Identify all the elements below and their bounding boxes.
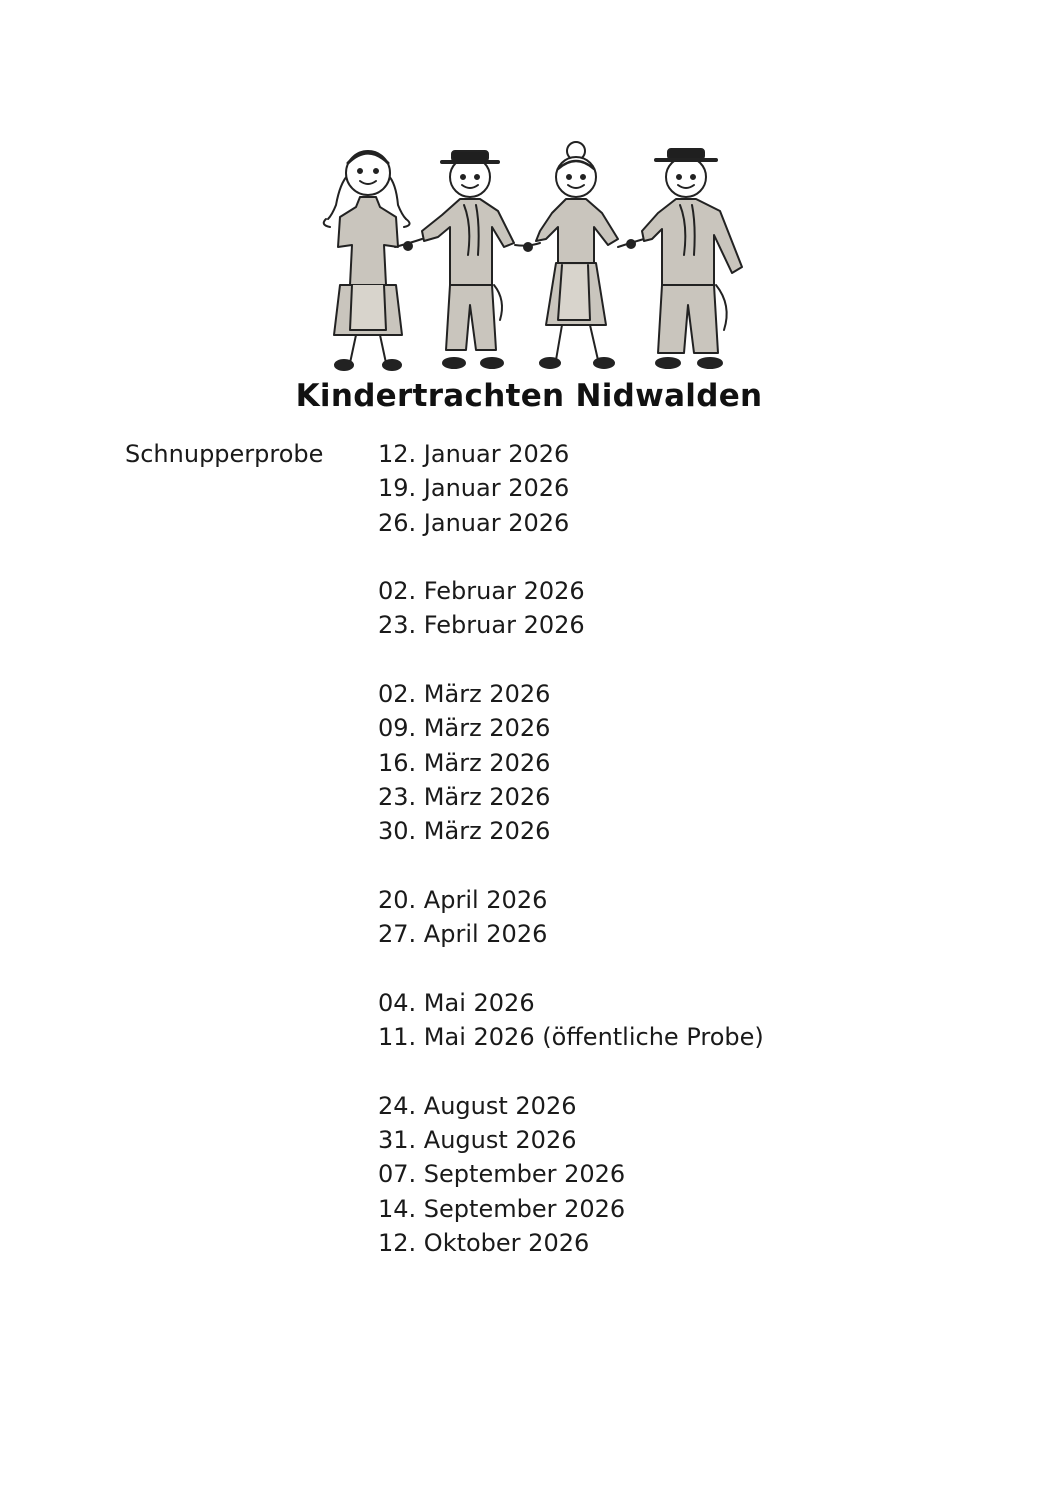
date-item: 20. April 2026 <box>378 885 548 914</box>
date-item: 26. Januar 2026 <box>378 508 570 537</box>
schedule-label: Schnupperprobe <box>125 440 324 468</box>
date-item: 23. Februar 2026 <box>378 611 585 640</box>
children-in-costume-illustration <box>300 135 760 380</box>
date-item: 12. Januar 2026 <box>378 440 570 468</box>
rehearsal-date-list <box>378 437 764 1260</box>
date-item: 09. März 2026 <box>378 714 551 743</box>
date-item: 19. Januar 2026 <box>378 474 570 503</box>
girl-figure-1 <box>324 151 410 370</box>
boy-figure-1 <box>422 151 514 368</box>
organization-title: Kindertrachten Nidwalden <box>295 378 763 414</box>
kindertrachten-logo <box>300 135 760 380</box>
date-item: 23. März 2026 <box>378 782 551 811</box>
date-item: 24. August 2026 <box>378 1091 577 1120</box>
date-item: 11. Mai 2026 (öffentliche Probe) <box>378 1023 764 1052</box>
date-item: 14. September 2026 <box>378 1194 626 1223</box>
date-item: 30. März 2026 <box>378 817 551 846</box>
date-item: 12. Oktober 2026 <box>378 1228 590 1257</box>
date-item: 16. März 2026 <box>378 748 551 777</box>
date-item: 31. August 2026 <box>378 1125 577 1154</box>
girl-figure-2 <box>536 142 618 368</box>
date-item: 04. Mai 2026 <box>378 988 535 1017</box>
date-item: 27. April 2026 <box>378 920 548 949</box>
date-item: 02. März 2026 <box>378 680 551 709</box>
boy-figure-2 <box>642 149 742 368</box>
date-item: 02. Februar 2026 <box>378 577 585 606</box>
date-item: 07. September 2026 <box>378 1160 626 1189</box>
